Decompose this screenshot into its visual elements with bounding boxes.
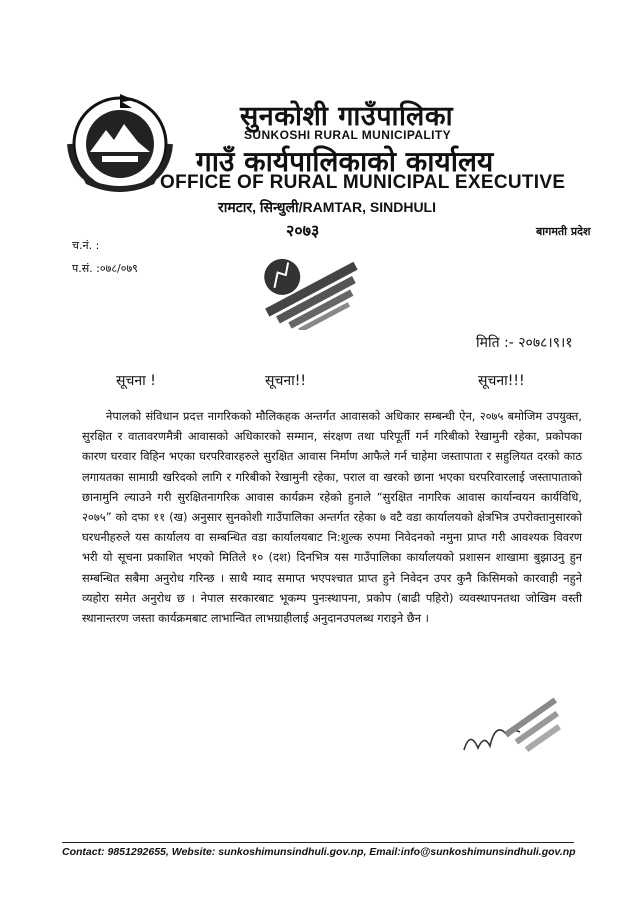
notice-body-paragraph: नेपालको संविधान प्रदत्त नागरिकको मौलिकहक अन्तर्गत आवासको अधिकार सम्बन्धी ऐन, २०७५ बमोजिम उपयुक्त, सुरक्षित र वातावरणमैत्री आवासको अधिकारको सम्मान, संरक्षण तथा परिपूर्ती गर्न गरिबीको रेखामुनी रहेका, प्रकोपका कारण घरवार विहिन भएका घरपरिवारहरुले सुरक्षित आवास निर्माण आफैले गर्न चाहेमा जस्तापाता र सहुलियत दरको काठ लगायतका सामाग्री खरिदको लागि र गरिबीको रेखामुनी रहेका, पराल वा खरको छाना भएका घरपरिवारलाई जस्तापाताको छानामुनि ल्याउने गरी सुरक्षितनागरिक आवास कार्यक्रम रहेको हुनाले “सुरक्षित नागरिक आवास कार्यान्वयन कार्यविधि, २०७५” को दफा ११ (ख) अनुसार सुनकोशी गाउँपालिका अन्तर्गत रहेका ७ वटै वडा कार्यालयको क्षेत्रभित्र उपरोक्तानुसारको घरधनीहरुले यस कार्यालय वा सम्बन्धित वडा कार्यालयबाट नि:शुल्क रुपमा निवेदनको नमुना प्राप्त गरी आवश्यक विवरण भरी यो सूचना प्रकाशित भएको मितिले १० (दश) दिनभित्र यस गाउँपालिका कार्यालयको प्रशासन शाखामा बुझाउनु हुन सम्बन्धित सबैमा अनुरोध गरिन्छ । साथै म्याद समाप्त भएपश्चात प्राप्त हुने निवेदन उपर कुनै किसिमको कारवाही नहुने व्यहोरा समेत अनुरोध छ । नेपाल सरकारबाट भूकम्प पुनःस्थापना, प्रकोप (बाढी पहिरो) व्यवस्थापनतथा जोखिम वस्ती स्थानान्तरण जस्ता कार्यक्रमबाट लाभान्वित लाभग्राहीलाई अनुदानउपलब्ध गराइने छैन । — [82, 409, 582, 626]
letter-reference-number: प.सं. :०७८/०७९ — [72, 262, 138, 275]
office-address: रामटार, सिन्धुली/RAMTAR, SINDHULI — [218, 199, 437, 215]
dispatch-number: च.नं. : — [72, 239, 100, 252]
municipality-name-english: SUNKOSHI RURAL MUNICIPALITY — [244, 128, 452, 142]
signature-with-stamp — [456, 690, 576, 770]
notice-heading-1: सूचना ! — [116, 373, 156, 389]
footer-divider — [62, 842, 574, 843]
office-name-english: OFFICE OF RURAL MUNICIPAL EXECUTIVE — [160, 172, 566, 193]
office-name-nepali: गाउँ कार्यपालिकाको कार्यालय — [196, 145, 494, 178]
office-stamp — [248, 234, 374, 330]
notice-heading-3: सूचना!!! — [478, 373, 525, 389]
municipality-name-nepali: सुनकोशी गाउँपालिका — [240, 101, 454, 132]
footer-contact: Contact: 9851292655, Website: sunkoshimunsindhuli.gov.np, Email:info@sunkoshimunsindhuli.gov.np — [62, 846, 576, 858]
establishment-year: २०७३ — [286, 221, 320, 240]
province-label: बागमती प्रदेश — [536, 225, 591, 238]
notice-date: मिति :- २०७८।९।१ — [476, 335, 573, 351]
notice-heading-2: सूचना!! — [265, 373, 306, 389]
